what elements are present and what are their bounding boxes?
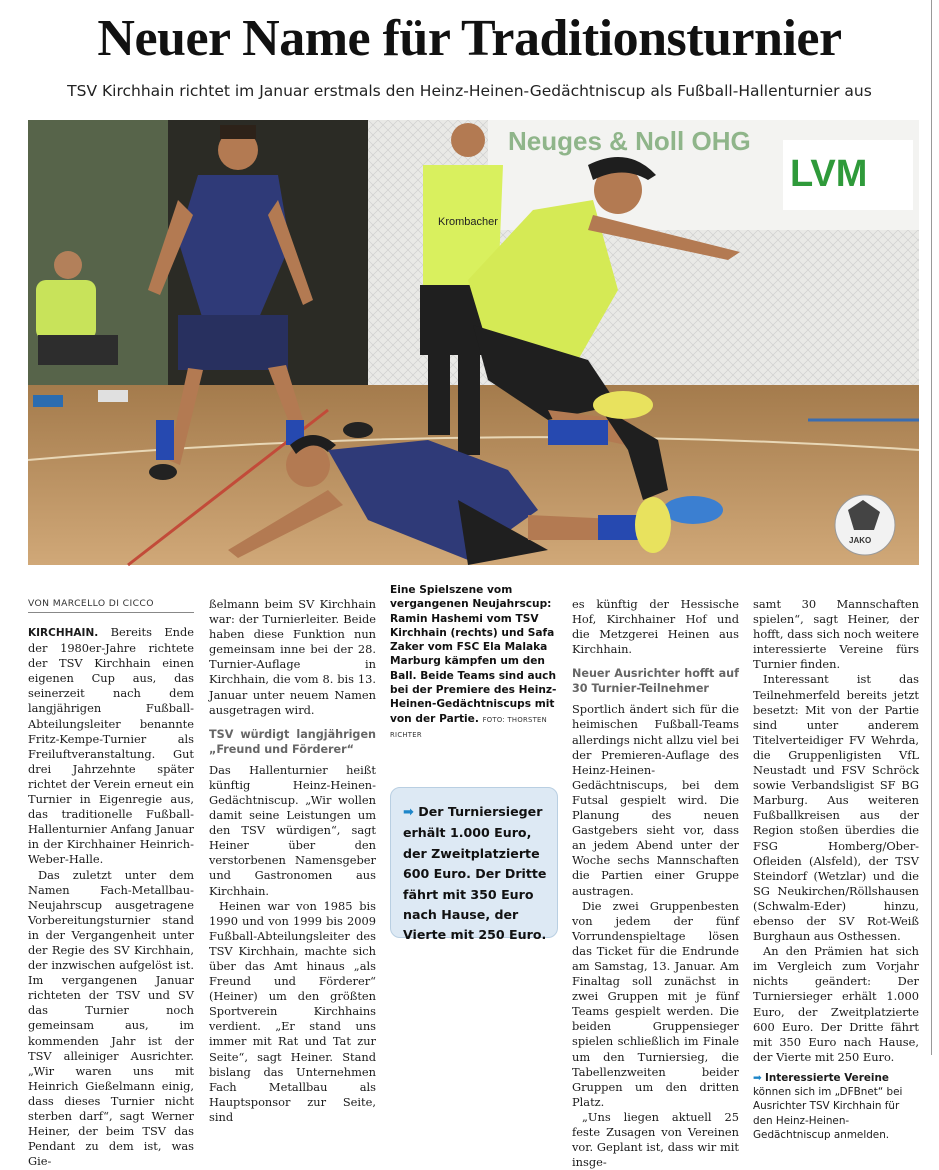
paragraph — [28, 625, 194, 868]
arrow-right-icon: ➡ — [403, 805, 414, 820]
paragraph: An den Prämien hat sich im Vergleich zum Vorjahr nichts geändert: Der Turniersieger erhält 1.000 Euro, der Zweitplatzierte 600 Euro. Der Dritte fährt mit 350 Euro nach Hause, der Vierte mit 250 Euro. — [753, 944, 919, 1064]
paragraph: Sportlich ändert sich für die heimischen Fußball-Teams allerdings nicht allzu viel bei der Premieren-Auflage des Heinz-Heinen-Gedächtniscups, bei dem Futsal gespielt wird. Die Planung des neuen Gastgebers sieht vor, dass an jedem Abend unter der Woche sechs Mannschaften die Partien einer Gruppe austragen. — [572, 702, 739, 898]
photo-caption — [390, 583, 558, 742]
dateline: KIRCHHAIN. — [28, 627, 99, 639]
footnote-bold: Interessierte Vereine — [765, 1071, 889, 1084]
sponsor-logo: LVM — [790, 153, 868, 195]
paragraph: es künftig der Hessische Hof, Kirchhainer Hof und die Metzgerei Heinen aus Kirchhain. — [572, 597, 739, 657]
article-subheadline: TSV Kirchhain richtet im Januar erstmals den Heinz-Heinen-Gedächtniscup als Fußball-Hallenturnier aus — [67, 82, 872, 100]
banner-text: Neuges & Noll OHG — [508, 126, 751, 156]
paragraph: Die zwei Gruppenbesten von jedem der fünf Vorrundenspieltage lösen das Ticket für die Endrunde am Samstag, 13. Januar. Am Finaltag soll zunächst in zwei Gruppen mit je fünf Teams gespielt werden. Die beiden Gruppensieger spielen schließlich im Finale um den Turniersieg, die Tabellenzweiten beider Gruppen um den dritten Platz. — [572, 898, 739, 1109]
paragraph: Interessant ist das Teilnehmerfeld bereits jetzt besetzt: Mit von der Partie sind unter anderem Titelverteidiger FV Wehrda, die Gruppenligisten VfL Neustadt und FSV Schröck sowie Verbandsligist SF BG Marburg. Aus weiteren Fußballkreisen aus der Region stoßen überdies die FSG Homberg/Ober-Ofleiden (Alsfeld), der TSV Steindorf (Wetzlar) und die SG Neukirchen/Röllshausen (Schwalm-Eder) hinzu, ebenso der SV Rot-Weiß Burghaun aus Osthessen. — [753, 672, 919, 944]
article-headline: Neuer Name für Traditionsturnier — [97, 10, 842, 67]
article-photo — [28, 120, 919, 565]
column-2 — [209, 597, 376, 1125]
paragraph-text: Bereits Ende der 1980er-Jahre richtete der TSV Kirchhain einen eigenen Cup aus, das seinerzeit nach dem langjährigen Fußball-Abteilungsleiter benannte Fritz-Kempe-Turnier als Freiluftveranstaltung. Gut drei Jahrzehnte später richtet der Verein erneut ein Turnier in Eigenregie aus, das traditionelle Fußball-Hallenturnier Anfang Januar in der Kirchhainer Heinrich-Weber-Halle. — [28, 625, 195, 867]
byline: VON MARCELLO DI CICCO — [28, 598, 194, 613]
prize-info-box — [390, 787, 558, 943]
info-box-text: Der Turniersieger erhält 1.000 Euro, der Zweitplatzierte 600 Euro. Der Dritte fährt mit 350 Euro nach Hause, der Vierte mit 250 Euro. — [403, 804, 547, 943]
photo-credit: FOTO: THORSTEN RICHTER — [390, 715, 548, 739]
paragraph: „Uns liegen aktuell 25 feste Zusagen von Vereinen vor. Geplant ist, dass wir mit insge- — [572, 1109, 739, 1170]
paragraph: samt 30 Mannschaften spielen“, sagt Heiner, der hofft, dass sich noch weitere interessierte Vereine fürs Turnier finden. — [753, 597, 919, 672]
bib-text: Krombacher — [438, 216, 498, 228]
paragraph: Heinen war von 1985 bis 1990 und von 1999 bis 2009 Fußball-Abteilungsleiter des TSV Kirchhain, machte sich über das Amt hinaus „als Freund und Förderer“ (Heiner) um den größten Sportverein Kirchhains verdient. „Er stand uns immer mit Rat und Tat zur Seite“, sagt Heiner. Stand bislang das Unternehmen Fach Metallbau als Hauptsponsor zur Seite, sind — [209, 898, 376, 1124]
page-edge-rule — [931, 0, 932, 1055]
paragraph: Das Hallenturnier heißt künftig Heinz-Heinen-Gedächtniscup. „Wir wollen damit seine Leistungen um den TSV würdigen“, sagt Heiner über den verstorbenen Namensgeber und Gastronomen aus Kirchhain. — [209, 762, 376, 898]
section-subheading: Neuer Ausrichter hofft auf 30 Turnier-Teilnehmer — [572, 667, 739, 696]
paragraph: ßelmann beim SV Kirchhain war: der Turnierleiter. Beide haben diese Funktion nun gemeinsam inne bei der 28. Turnier-Auflage in Kirchhain, die vom 8. bis 13. Januar unter neuem Namen ausgetragen wird. — [209, 597, 376, 717]
paragraph: Das zuletzt unter dem Namen Fach-Metallbau-Neujahrscup ausgetragene Vorbereitungsturnier stand in der Vergangenheit unter der Regie des SV Kirchhain, der inzwischen aufgelöst ist. Im vergangenen Januar richteten der TSV und SV das Turnier noch gemeinsam aus, im kommenden Jahr ist der TSV alleiniger Ausrichter. „Wir waren uns mit Heinrich Gießelmann einig, dass dieses Turnier nicht sterben darf“, sagt Werner Heiner, der beim TSV das Pendant zu dem ist, was Gie- — [28, 867, 194, 1169]
column-1 — [28, 625, 194, 1169]
section-subheading: TSV würdigt langjährigen „Freund und Förderer“ — [209, 727, 376, 756]
ball — [835, 495, 895, 555]
futsal-scene-image — [28, 120, 919, 565]
arrow-right-icon: ➡ — [753, 1071, 762, 1084]
ball-text: JAKO — [849, 536, 872, 545]
footnote — [753, 1071, 919, 1142]
footnote-text: können sich im „DFBnet“ bei Ausrichter TSV Kirchhain für den Heinz-Heinen-Gedächtniscup anmelden. — [753, 1086, 903, 1141]
caption-text: Eine Spielszene vom vergangenen Neujahrscup: Ramin Hashemi vom TSV Kirchhain (rechts) und Safa Zaker vom FSC Ela Malaka Marburg kämpfen um den Ball. Beide Teams sind auch bei der Premiere des Heinz-Heinen-Gedächtniscups mit von der Partie. — [390, 584, 557, 725]
column-5 — [753, 597, 919, 1142]
column-4 — [572, 597, 739, 1170]
